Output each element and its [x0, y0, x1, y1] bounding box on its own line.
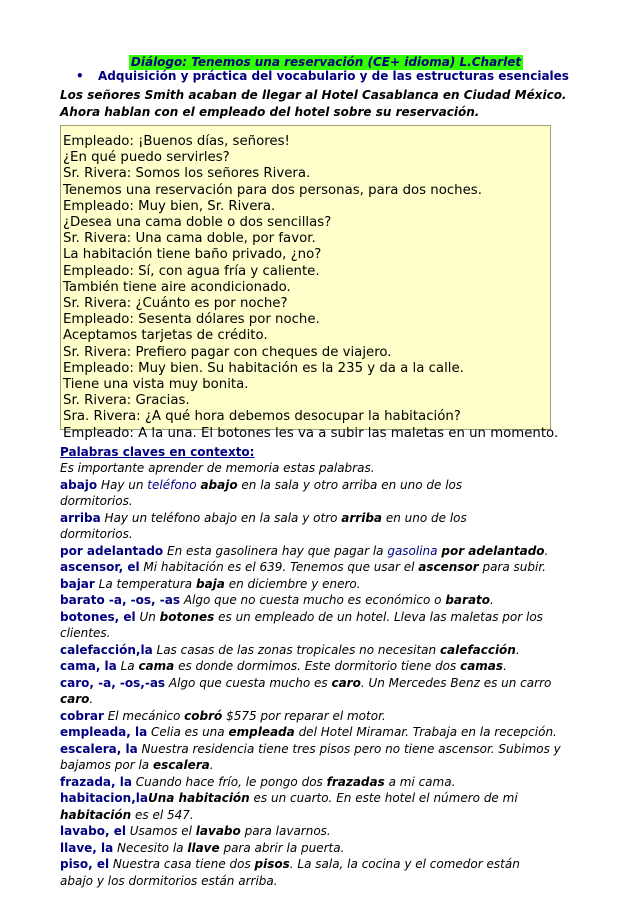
vocab-term: ascensor, el — [60, 560, 140, 575]
dialog-line: Empleado: Sesenta dólares por noche. — [63, 312, 320, 328]
example-text: . — [89, 692, 94, 707]
dialog-line: Sra. Rivera: ¿A qué hora debemos desocupar la habitación? — [63, 409, 461, 425]
example-text: Las casas de las zonas tropicales no necesitan — [152, 642, 440, 657]
subtitle-text: Adquisición y práctica del vocabulario y de las estructuras esenciales — [98, 69, 569, 83]
vocab-entry — [60, 675, 580, 692]
dialog-line: Tenemos una reservación para dos personas, para dos noches. — [63, 182, 482, 198]
example-text: Nuestra casa tiene dos — [109, 857, 255, 872]
dialog-line: Tiene una vista muy bonita. — [63, 377, 249, 393]
vocab-entry-continuation — [60, 625, 580, 642]
vocab-entry — [60, 658, 580, 675]
dialog-line: La habitación tiene baño privado, ¿no? — [63, 247, 322, 263]
example-text: . — [503, 659, 507, 674]
dialog-line: Empleado: Muy bien. Su habitación es la 235 y da a la calle. — [63, 360, 464, 376]
vocab-term: piso, el — [60, 857, 110, 872]
keyword: ascensor — [418, 560, 479, 575]
dialog-line: Sr. Rivera: ¿Cuánto es por noche? — [63, 296, 288, 312]
vocab-term: botones, el — [60, 609, 136, 624]
example-text: Nuestra residencia tiene tres pisos pero no tiene ascensor. Subimos y — [137, 741, 561, 756]
dialog-box — [60, 125, 559, 441]
dialog-line: Sr. Rivera: Prefiero pagar con cheques de viajero. — [63, 344, 392, 360]
example-text: bajamos por la — [60, 758, 153, 773]
example-text: gasolina — [387, 543, 438, 558]
example-text: a mi cama. — [384, 774, 456, 789]
vocab-entry — [60, 823, 580, 840]
dialog-line: También tiene aire acondicionado. — [63, 279, 291, 295]
keyword: empleada — [228, 725, 295, 740]
keyword: frazadas — [326, 774, 385, 789]
vocab-term: por adelantado — [60, 543, 164, 558]
vocab-entry-continuation — [60, 757, 580, 774]
keyword: baja — [195, 576, 225, 591]
example-text: abajo y los dormitorios están arriba. — [60, 873, 278, 888]
document-title: Diálogo: Tenemos una reservación (CE+ idioma) L.Charlet — [130, 55, 522, 69]
vocab-term: barato -a, -os, -as — [60, 593, 180, 608]
vocab-term: arriba — [60, 510, 101, 525]
vocab-entry — [60, 790, 580, 807]
example-text: del Hotel Miramar. Trabaja en la recepción. — [294, 725, 557, 740]
vocab-term: bajar — [60, 576, 95, 591]
keyword: cama — [138, 659, 175, 674]
example-text: Hay un teléfono abajo en la sala y otro — [100, 510, 342, 525]
example-text: es el 547. — [131, 807, 194, 822]
vocab-term: escalera, la — [60, 741, 138, 756]
subtitle-row — [76, 69, 569, 84]
vocab-entry — [60, 642, 580, 659]
example-text: en uno de los — [382, 510, 467, 525]
keyword: abajo — [200, 477, 238, 492]
vocab-term: frazada, la — [60, 774, 132, 789]
vocab-entry-continuation — [60, 807, 580, 824]
example-text: es un empleado de un hotel. Lleva las maletas por los — [214, 609, 543, 624]
keyword: Una habitación — [147, 791, 250, 806]
keyword: barato — [445, 593, 491, 608]
vocab-entry — [60, 741, 580, 758]
example-text: . — [515, 642, 520, 657]
keyword: calefacción — [439, 642, 516, 657]
dialog-line: Sr. Rivera: Una cama doble, por favor. — [63, 231, 316, 247]
dialog-line: Empleado: Sí, con agua fría y caliente. — [63, 263, 320, 279]
vocab-entry — [60, 477, 580, 494]
vocab-entry — [60, 576, 580, 593]
example-text: teléfono — [147, 477, 197, 492]
example-text: En esta gasolinera hay que pagar la — [163, 543, 388, 558]
example-text: La — [116, 659, 139, 674]
keyword: pisos — [254, 857, 290, 872]
vocab-entry — [60, 510, 580, 527]
keyword: camas — [460, 659, 504, 674]
vocab-entry — [60, 774, 580, 791]
vocab-term: cama, la — [60, 659, 117, 674]
vocab-term: cobrar — [60, 708, 104, 723]
dialog-line: ¿En qué puedo servirles? — [63, 150, 230, 166]
example-text: para subir. — [478, 560, 546, 575]
vocab-entry — [60, 609, 580, 626]
example-text: Usamos el — [125, 824, 196, 839]
intro-line: Los señores Smith acaban de llegar al Hotel Casablanca en Ciudad México. — [60, 88, 567, 102]
vocabulary-entries — [60, 477, 580, 890]
example-text: $575 por reparar el motor. — [222, 708, 386, 723]
example-text: . — [544, 543, 549, 558]
example-text: Un — [135, 609, 160, 624]
vocab-term: empleada, la — [60, 725, 148, 740]
vocab-entry-continuation — [60, 873, 580, 890]
example-text: en diciembre y enero. — [224, 576, 361, 591]
example-text: es un cuarto. En este hotel el número de mi — [249, 791, 518, 806]
vocab-entry — [60, 559, 580, 576]
vocabulary-note: Es importante aprender de memoria estas palabras. — [60, 461, 375, 475]
keyword: botones — [159, 609, 215, 624]
example-text: . Un Mercedes Benz es un carro — [360, 675, 552, 690]
dialog-line: Empleado: Muy bien, Sr. Rivera. — [63, 198, 276, 214]
example-text: para lavarnos. — [240, 824, 331, 839]
example-text: Cuando hace frío, le pongo dos — [131, 774, 327, 789]
vocab-entry — [60, 592, 580, 609]
keyword: caro — [60, 692, 90, 707]
example-text: Algo que no cuesta mucho es económico o — [180, 593, 446, 608]
title-row — [0, 51, 638, 70]
example-text: Algo que cuesta mucho es — [165, 675, 332, 690]
intro-line: Ahora hablan con el empleado del hotel sobre su reservación. — [60, 105, 480, 119]
dialog-line: Aceptamos tarjetas de crédito. — [63, 328, 268, 344]
vocabulary-section — [60, 444, 580, 889]
example-text: . La sala, la cocina y el comedor están — [289, 857, 520, 872]
dialog-line: Empleado: A la una. El botones les va a subir las maletas en un momento. — [63, 425, 559, 441]
keyword: por adelantado — [441, 543, 545, 558]
example-text: en la sala y otro arriba en uno de los — [237, 477, 463, 492]
example-text: . — [209, 758, 214, 773]
dialog-line: Sr. Rivera: Somos los señores Rivera. — [63, 166, 311, 182]
vocab-term: abajo — [60, 477, 98, 492]
example-text: Celia es una — [147, 725, 229, 740]
vocab-entry-continuation — [60, 691, 580, 708]
dialog-line: Empleado: ¡Buenos días, señores! — [63, 134, 290, 149]
keyword: escalera — [152, 758, 210, 773]
keyword: caro — [331, 675, 361, 690]
vocabulary-heading: Palabras claves en contexto: — [60, 445, 255, 459]
intro-block — [60, 87, 580, 121]
vocab-term: caro, -a, -os,-as — [60, 675, 166, 690]
vocab-term: calefacción,la — [60, 642, 153, 657]
keyword: llave — [187, 840, 220, 855]
example-text: El mecánico — [103, 708, 185, 723]
example-text: para abrir la puerta. — [219, 840, 345, 855]
vocab-term: habitacion,la — [60, 791, 148, 806]
keyword: habitación — [60, 807, 132, 822]
example-text: es donde dormimos. Este dormitorio tiene dos — [174, 659, 461, 674]
bullet-icon: • — [76, 69, 84, 83]
vocab-term: lavabo, el — [60, 824, 126, 839]
example-text: dormitorios. — [60, 527, 133, 542]
vocab-entry — [60, 543, 580, 560]
example-text: Hay un — [97, 477, 148, 492]
example-text: La temperatura — [94, 576, 196, 591]
vocab-entry — [60, 856, 580, 873]
keyword: cobró — [184, 708, 223, 723]
vocab-entry — [60, 708, 580, 725]
vocab-term: llave, la — [60, 840, 114, 855]
vocab-entry — [60, 724, 580, 741]
example-text: Mi habitación es el 639. Tenemos que usar el — [139, 560, 419, 575]
example-text: clientes. — [60, 626, 111, 641]
example-text: dormitorios. — [60, 494, 133, 509]
vocab-entry — [60, 840, 580, 857]
keyword: lavabo — [195, 824, 241, 839]
dialog-line: Sr. Rivera: Gracias. — [63, 393, 190, 409]
vocab-entry-continuation — [60, 526, 580, 543]
example-text: Necesito la — [113, 840, 188, 855]
keyword: arriba — [341, 510, 383, 525]
example-text: . — [490, 593, 494, 608]
dialog-line: ¿Desea una cama doble o dos sencillas? — [63, 215, 332, 231]
vocab-entry-continuation — [60, 493, 580, 510]
